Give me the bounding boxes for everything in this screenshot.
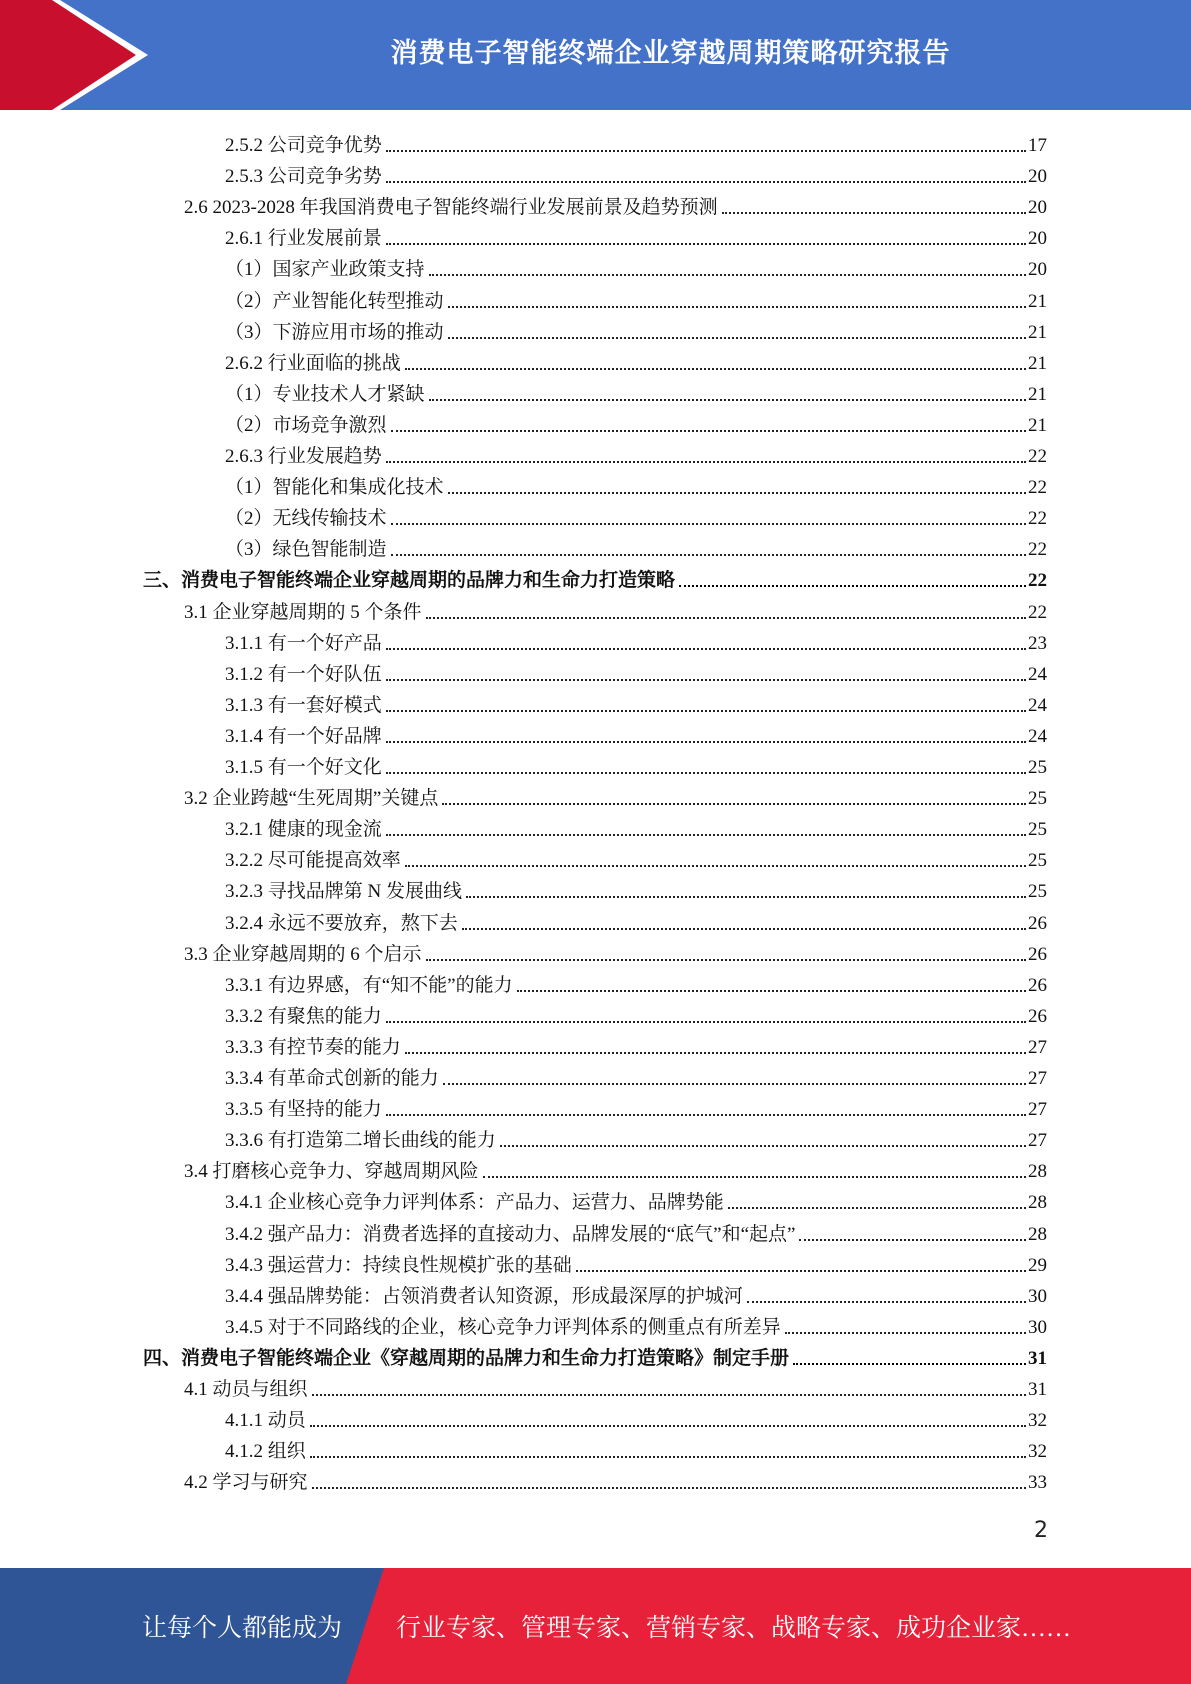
toc-entry[interactable] [184, 1464, 1047, 1495]
toc-entry-page: 28 [1028, 1161, 1047, 1183]
toc-dot-leader [429, 274, 1026, 276]
toc-dot-leader [722, 212, 1026, 214]
toc-entry[interactable] [143, 1340, 1047, 1371]
toc-entry-page: 20 [1028, 166, 1047, 188]
toc-dot-leader [517, 990, 1026, 992]
toc-entry-page: 22 [1028, 539, 1047, 561]
toc-entry-page: 25 [1028, 757, 1047, 778]
toc-entry-title: 3.4.2 强产品力：消费者选择的直接动力、品牌发展的“底气”和“起点” [225, 1223, 796, 1245]
toc-dot-leader [429, 399, 1026, 401]
toc-entry-page: 27 [1028, 1130, 1047, 1152]
toc-dot-leader [386, 1021, 1026, 1023]
toc-entry-title: （2）市场竞争激烈 [225, 414, 387, 436]
toc-entry-title: 3.4.1 企业核心竞争力评判体系：产品力、运营力、品牌势能 [225, 1192, 724, 1214]
toc-entry-page: 22 [1028, 477, 1047, 499]
toc-entry[interactable] [225, 314, 1047, 345]
toc-entry-title: 4.1 动员与组织 [184, 1379, 308, 1400]
toc-entry-title: 2.6 2023-2028 年我国消费电子智能终端行业发展前景及趋势预测 [184, 197, 718, 219]
toc-dot-leader [312, 1487, 1026, 1489]
toc-dot-leader [679, 585, 1026, 587]
toc-entry-title: 3.3.4 有革命式创新的能力 [225, 1068, 439, 1089]
toc-entry[interactable] [225, 220, 1047, 251]
toc-entry-title: 3.3.6 有打造第二增长曲线的能力 [225, 1130, 496, 1152]
toc-entry-page: 26 [1028, 1005, 1047, 1027]
toc-entry[interactable] [225, 967, 1047, 998]
toc-entry-page: 22 [1028, 508, 1047, 530]
footer-slogan-left: 让每个人都能成为 [142, 1615, 343, 1642]
toc-entry-title: 2.5.2 公司竞争优势 [225, 135, 382, 156]
toc-entry[interactable] [225, 251, 1047, 282]
toc-entry-page: 22 [1028, 570, 1047, 592]
toc-entry-title: 三、消费电子智能终端企业穿越周期的品牌力和生命力打造策略 [143, 570, 676, 592]
toc-entry[interactable] [225, 625, 1047, 656]
toc-entry-title: （1）专业技术人才紧缺 [225, 383, 425, 405]
toc-entry[interactable] [225, 376, 1047, 407]
toc-entry[interactable] [184, 780, 1047, 811]
toc-entry-page: 30 [1028, 1316, 1047, 1338]
toc-entry[interactable] [225, 998, 1047, 1029]
toc-entry-title: 3.1.5 有一个好文化 [225, 757, 382, 778]
toc-entry[interactable] [184, 189, 1047, 220]
toc-entry-title: 四、消费电子智能终端企业《穿越周期的品牌力和生命力打造策略》制定手册 [143, 1347, 790, 1369]
toc-entry[interactable] [225, 1060, 1047, 1091]
toc-dot-leader [310, 1456, 1026, 1458]
toc-dot-leader [500, 1145, 1026, 1147]
toc-entry-title: （1）国家产业政策支持 [225, 259, 425, 281]
toc-entry[interactable] [225, 718, 1047, 749]
toc-entry[interactable] [225, 1309, 1047, 1340]
toc-entry[interactable] [225, 283, 1047, 314]
toc-dot-leader [442, 803, 1026, 805]
toc-entry-page: 24 [1028, 694, 1047, 716]
page-number: 2 [1034, 1518, 1048, 1543]
toc-entry-title: 2.6.3 行业发展趋势 [225, 446, 382, 467]
toc-dot-leader [405, 368, 1026, 370]
toc-dot-leader [386, 181, 1026, 183]
toc-dot-leader [747, 1301, 1026, 1303]
toc-entry-page: 27 [1028, 1099, 1047, 1121]
toc-entry-title: 3.2.1 健康的现金流 [225, 819, 382, 841]
toc-dot-leader [426, 959, 1026, 961]
toc-entry[interactable] [225, 656, 1047, 687]
toc-entry[interactable] [225, 905, 1047, 936]
toc-entry-title: 3.1.4 有一个好品牌 [225, 725, 382, 747]
toc-dot-leader [386, 1114, 1026, 1116]
toc-entry[interactable] [225, 1216, 1047, 1247]
toc-dot-leader [386, 150, 1026, 152]
toc-dot-leader [462, 928, 1026, 930]
toc-dot-leader [576, 1270, 1026, 1272]
toc-entry[interactable] [225, 873, 1047, 904]
toc-entry-title: 3.2 企业跨越“生死周期”关键点 [184, 788, 439, 810]
toc-dot-leader [386, 834, 1026, 836]
toc-dot-leader [386, 679, 1026, 681]
toc-entry-page: 22 [1028, 601, 1047, 623]
toc-entry[interactable] [225, 531, 1047, 562]
toc-entry[interactable] [225, 1184, 1047, 1215]
toc-dot-leader [391, 523, 1026, 525]
toc-entry[interactable] [225, 158, 1047, 189]
toc-entry[interactable] [184, 1371, 1047, 1402]
page-footer [0, 1568, 1191, 1684]
toc-entry[interactable] [184, 594, 1047, 625]
toc-entry[interactable] [184, 1153, 1047, 1184]
toc-entry-title: （1）智能化和集成化技术 [225, 477, 444, 499]
toc-entry[interactable] [143, 562, 1047, 593]
toc-entry-title: 2.6.2 行业面临的挑战 [225, 352, 401, 374]
toc-entry[interactable] [225, 345, 1047, 376]
report-title: 消费电子智能终端企业穿越周期策略研究报告 [390, 37, 951, 69]
toc-entry-title: 3.2.2 尽可能提高效率 [225, 850, 401, 872]
toc-entry-page: 21 [1028, 290, 1047, 312]
toc-entry-title: 3.2.3 寻找品牌第 N 发展曲线 [225, 881, 462, 903]
toc-entry-title: 3.3.5 有坚持的能力 [225, 1099, 382, 1121]
toc-entry-page: 27 [1028, 1036, 1047, 1058]
toc-entry-page: 21 [1028, 414, 1047, 436]
toc-entry-title: 3.2.4 永远不要放弃，熬下去 [225, 912, 458, 934]
toc-entry-title: 3.1.1 有一个好产品 [225, 632, 382, 654]
toc-entry-page: 20 [1028, 259, 1047, 281]
toc-dot-leader [793, 1363, 1026, 1365]
toc-entry[interactable] [225, 811, 1047, 842]
page-header [0, 0, 1191, 110]
toc-dot-leader [799, 1239, 1026, 1241]
toc-entry[interactable] [225, 1402, 1047, 1433]
toc-entry-page: 33 [1028, 1472, 1047, 1494]
toc-dot-leader [386, 648, 1026, 650]
toc-entry-title: 2.6.1 行业发展前景 [225, 228, 382, 250]
toc-dot-leader [448, 306, 1026, 308]
toc-entry-page: 20 [1028, 197, 1047, 219]
toc-dot-leader [448, 492, 1026, 494]
toc-entry-page: 25 [1028, 788, 1047, 810]
toc-entry-page: 25 [1028, 850, 1047, 872]
toc-dot-leader [426, 617, 1026, 619]
toc-dot-leader [312, 1394, 1026, 1396]
toc-entry-page: 26 [1028, 912, 1047, 934]
toc-entry[interactable] [225, 749, 1047, 780]
toc-entry[interactable] [225, 1278, 1047, 1309]
toc-entry-page: 25 [1028, 881, 1047, 903]
toc-entry[interactable] [225, 1433, 1047, 1464]
toc-entry-title: 3.4.3 强运营力：持续良性规模扩张的基础 [225, 1254, 572, 1276]
toc-entry[interactable] [225, 500, 1047, 531]
toc-dot-leader [466, 896, 1026, 898]
toc-entry-title: 4.2 学习与研究 [184, 1472, 308, 1494]
toc-entry-page: 22 [1028, 446, 1047, 467]
toc-entry-title: 3.4 打磨核心竞争力、穿越周期风险 [184, 1161, 479, 1183]
toc-dot-leader [386, 243, 1026, 245]
toc-dot-leader [386, 741, 1026, 743]
toc-entry[interactable] [225, 1247, 1047, 1278]
toc-entry-page: 28 [1028, 1192, 1047, 1214]
toc-entry-title: 3.3.3 有控节奏的能力 [225, 1036, 401, 1058]
toc-dot-leader [785, 1332, 1026, 1334]
toc-entry-title: 4.1.2 组织 [225, 1441, 306, 1463]
toc-entry[interactable] [225, 1091, 1047, 1122]
toc-dot-leader [728, 1207, 1026, 1209]
toc-entry-page: 21 [1028, 352, 1047, 374]
toc-entry-page: 30 [1028, 1285, 1047, 1307]
toc-entry-title: 4.1.1 动员 [225, 1410, 306, 1432]
toc-entry[interactable] [225, 469, 1047, 500]
toc-entry-title: 3.3.1 有边界感，有“知不能”的能力 [225, 974, 513, 996]
toc-dot-leader [448, 337, 1026, 339]
toc-entry-page: 31 [1028, 1347, 1047, 1369]
toc-entry-title: 2.5.3 公司竞争劣势 [225, 166, 382, 188]
toc-dot-leader [386, 772, 1026, 774]
toc-dot-leader [483, 1176, 1026, 1178]
toc-entry[interactable] [225, 407, 1047, 438]
toc-dot-leader [310, 1425, 1026, 1427]
toc-entry-page: 21 [1028, 321, 1047, 343]
toc-dot-leader [386, 710, 1026, 712]
toc-entry-title: （3）下游应用市场的推动 [225, 321, 444, 343]
toc-entry[interactable] [184, 936, 1047, 967]
toc-entry-title: （2）产业智能化转型推动 [225, 290, 444, 312]
toc-entry-title: 3.3 企业穿越周期的 6 个启示 [184, 943, 422, 965]
toc-entry-title: 3.4.4 强品牌势能：占领消费者认知资源，形成最深厚的护城河 [225, 1285, 743, 1307]
toc-entry-title: 3.4.5 对于不同路线的企业，核心竞争力评判体系的侧重点有所差异 [225, 1316, 781, 1338]
toc-entry-page: 24 [1028, 725, 1047, 747]
toc-entry-title: （3）绿色智能制造 [225, 539, 387, 561]
toc-entry-page: 20 [1028, 228, 1047, 250]
toc-entry[interactable] [225, 1029, 1047, 1060]
toc-entry-page: 31 [1028, 1379, 1047, 1400]
toc-entry-page: 28 [1028, 1223, 1047, 1245]
toc-entry-page: 26 [1028, 974, 1047, 996]
toc-entry-page: 25 [1028, 819, 1047, 841]
toc-entry[interactable] [225, 687, 1047, 718]
toc-entry-title: 3.1 企业穿越周期的 5 个条件 [184, 601, 422, 623]
toc-entry-title: （2）无线传输技术 [225, 508, 387, 530]
toc-entry-title: 3.3.2 有聚焦的能力 [225, 1005, 382, 1027]
toc-dot-leader [386, 461, 1026, 463]
toc-entry-page: 17 [1028, 135, 1047, 156]
toc-dot-leader [391, 430, 1026, 432]
toc-entry-page: 32 [1028, 1441, 1047, 1463]
footer-slogan-right: 行业专家、管理专家、营销专家、战略专家、成功企业家…… [396, 1615, 1072, 1642]
toc-entry-page: 29 [1028, 1254, 1047, 1276]
toc-entry-title: 3.1.2 有一个好队伍 [225, 663, 382, 685]
toc-entry[interactable] [225, 842, 1047, 873]
toc-entry-page: 26 [1028, 943, 1047, 965]
toc-dot-leader [391, 554, 1026, 556]
toc-entry-page: 27 [1028, 1068, 1047, 1089]
toc-entry-page: 21 [1028, 383, 1047, 405]
toc-entry-page: 23 [1028, 632, 1047, 654]
toc-dot-leader [443, 1083, 1026, 1085]
toc-entry-title: 3.1.3 有一套好模式 [225, 694, 382, 716]
toc-entry-page: 24 [1028, 663, 1047, 685]
toc-entry[interactable] [225, 127, 1047, 158]
toc-entry[interactable] [225, 438, 1047, 469]
toc-dot-leader [405, 865, 1026, 867]
toc-dot-leader [405, 1052, 1026, 1054]
toc-entry[interactable] [225, 1122, 1047, 1153]
toc-entry-page: 32 [1028, 1410, 1047, 1432]
